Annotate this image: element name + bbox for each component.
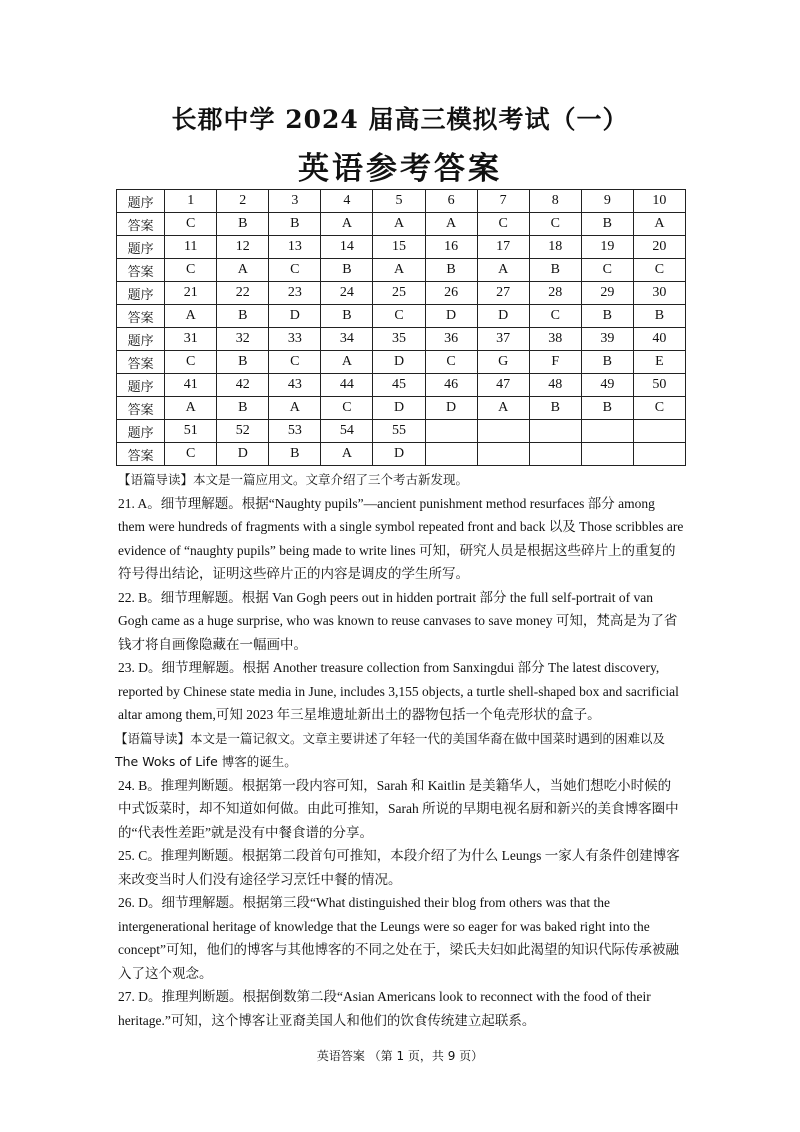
answer-cell: 19 [581,236,633,259]
answer-cell: B [321,305,373,328]
answer-cell: C [425,351,477,374]
answer-cell: 1 [165,190,217,213]
answer-cell: 55 [373,420,425,443]
answer-table-row [117,213,686,236]
answer-cell [581,443,633,466]
answer-cell: C [529,305,581,328]
explanation-q24: 24. B。推理判断题。根据第一段内容可知，Sarah 和 Kaitlin 是美籍华人，当她们想吃小时候的中式饭菜时，却不知道如何做。由此可推知，Sarah 所说的早期电视名厨和新兴的美食博客圈中的“代表性差距”就是没有中餐食谱的分享。 [118,777,679,840]
answer-cell: C [529,213,581,236]
explanation-q25: 25. C。推理判断题。根据第二段首句可推知，本段介绍了为什么 Leungs 一家人有条件创建博客来改变当时人们没有途径学习烹饪中餐的情况。 [118,848,680,887]
row-label: 答案 [117,213,165,236]
answer-cell: 39 [581,328,633,351]
answer-cell: A [425,213,477,236]
answer-cell: A [217,259,269,282]
answer-cell [477,443,529,466]
explanation-q23: 23. D。细节理解题。根据 Another treasure collection from Sanxingdui 部分 The latest discovery, reported by Chinese state media in June, includes 3,155 objects, a turtle shell-shaped box and sacrificial altar among them,可知 2023 年三星堆遗址新出土的器物包括一个龟壳形状的盒子。 [118,660,679,722]
answer-table-row [117,190,686,213]
answer-cell: B [321,259,373,282]
answer-cell: 13 [269,236,321,259]
answer-cell: 51 [165,420,217,443]
answer-cell: B [269,213,321,236]
answer-cell: D [425,397,477,420]
answer-cell: D [269,305,321,328]
answer-cell: C [269,351,321,374]
answer-table-row [117,443,686,466]
answer-cell: G [477,351,529,374]
answer-cell: B [581,351,633,374]
row-label: 题序 [117,374,165,397]
answer-cell: 42 [217,374,269,397]
answer-cell: 18 [529,236,581,259]
answer-cell: 17 [477,236,529,259]
answer-cell: C [633,259,685,282]
answer-cell: 20 [633,236,685,259]
answer-cell: 28 [529,282,581,305]
answer-table-row [117,374,686,397]
answer-cell: 3 [269,190,321,213]
answer-cell: 27 [477,282,529,305]
answer-cell: 47 [477,374,529,397]
answer-cell: B [217,305,269,328]
answer-table-row [117,328,686,351]
row-label: 答案 [117,443,165,466]
answer-cell: 12 [217,236,269,259]
answer-cell [633,420,685,443]
answer-cell [529,443,581,466]
answer-cell [581,420,633,443]
row-label: 答案 [117,351,165,374]
answer-cell: A [321,213,373,236]
exam-title: 长郡中学 2024 届高三模拟考试（一） [171,105,629,134]
answer-cell: 8 [529,190,581,213]
answer-cell: A [165,305,217,328]
answer-cell [425,420,477,443]
answer-cell: D [477,305,529,328]
answer-cell: 14 [321,236,373,259]
answer-cell: B [581,397,633,420]
answer-cell: 36 [425,328,477,351]
answer-cell: 38 [529,328,581,351]
answer-cell [529,420,581,443]
answer-cell: E [633,351,685,374]
passage-guide-2: 【语篇导读】本文是一篇记叙文。文章主要讲述了年轻一代的美国华裔在做中国菜时遇到的困难以及 The Woks of Life 博客的诞生。 [115,730,666,769]
answer-cell: 16 [425,236,477,259]
row-label: 题序 [117,190,165,213]
answer-cell: 44 [321,374,373,397]
answer-cell [633,443,685,466]
answer-cell: 22 [217,282,269,305]
answer-cell: 49 [581,374,633,397]
answer-cell: B [581,213,633,236]
answer-cell: C [165,351,217,374]
answer-cell: D [217,443,269,466]
answer-table-row [117,236,686,259]
explanations [115,468,684,1032]
answer-cell: C [165,259,217,282]
answer-cell: C [633,397,685,420]
answer-cell: A [269,397,321,420]
answer-cell: C [321,397,373,420]
answer-cell: 32 [217,328,269,351]
answer-cell: 11 [165,236,217,259]
answer-cell: 21 [165,282,217,305]
answer-cell: 41 [165,374,217,397]
answer-cell: A [321,443,373,466]
explanation-q27: 27. D。推理判断题。根据倒数第二段“Asian Americans look to reconnect with the food of their heritage.”可知，这个博客让亚裔美国人和他们的饮食传统建立起联系。 [118,989,651,1028]
row-label: 题序 [117,282,165,305]
answer-cell: D [373,397,425,420]
answer-cell: 25 [373,282,425,305]
answer-cell: C [477,213,529,236]
explanation-q22: 22. B。细节理解题。根据 Van Gogh peers out in hidden portrait 部分 the full self-portrait of van Gogh came as a huge surprise, who was known to reuse canvases to save money 可知，梵高是为了省钱才将自画像隐藏在一幅画中。 [118,589,678,652]
answer-cell: 5 [373,190,425,213]
answer-table-row [117,259,686,282]
answer-cell: B [425,259,477,282]
answer-cell: 31 [165,328,217,351]
answer-cell: C [373,305,425,328]
answer-cell: A [633,213,685,236]
answer-cell: 24 [321,282,373,305]
answer-cell: 54 [321,420,373,443]
row-label: 答案 [117,259,165,282]
answer-cell: 15 [373,236,425,259]
answer-cell: D [373,351,425,374]
row-label: 题序 [117,420,165,443]
answer-cell: 2 [217,190,269,213]
answer-cell: B [633,305,685,328]
row-label: 答案 [117,397,165,420]
answer-cell: A [165,397,217,420]
answer-cell: 9 [581,190,633,213]
answer-cell: B [269,443,321,466]
answer-cell: B [217,397,269,420]
answer-cell: 7 [477,190,529,213]
answer-cell: B [581,305,633,328]
answer-cell: D [373,443,425,466]
passage-guide-1: 【语篇导读】本文是一篇应用文。文章介绍了三个考古新发现。 [118,472,469,487]
answer-cell: A [477,259,529,282]
answer-cell: C [581,259,633,282]
answer-cell [425,443,477,466]
answer-cell: 50 [633,374,685,397]
answer-cell: 53 [269,420,321,443]
answer-cell: A [321,351,373,374]
answer-table-row [117,305,686,328]
document-subtitle: 英语参考答案 [298,151,502,187]
answer-cell: 35 [373,328,425,351]
answer-cell: B [217,213,269,236]
row-label: 题序 [117,328,165,351]
answer-cell: F [529,351,581,374]
answer-cell: 52 [217,420,269,443]
answer-cell: 33 [269,328,321,351]
page-footer: 英语答案 （第 1 页，共 9 页） [316,1049,484,1063]
answer-cell: 45 [373,374,425,397]
answer-table [116,189,686,466]
answer-cell: 34 [321,328,373,351]
answer-cell: 40 [633,328,685,351]
answer-table-row [117,351,686,374]
answer-cell: 10 [633,190,685,213]
answer-cell: 26 [425,282,477,305]
answer-cell: 23 [269,282,321,305]
answer-cell: C [165,213,217,236]
answer-cell: A [477,397,529,420]
answer-cell: D [425,305,477,328]
answer-cell: 30 [633,282,685,305]
answer-cell: B [529,397,581,420]
explanation-q26: 26. D。细节理解题。根据第三段“What distinguished their blog from others was that the intergenerational heritage of knowledge that the Leungs were so eager for was baked right into the concept”可知，他们的博客与其他博客的不同之处在于，梁氏夫妇如此渴望的知识代际传承被融入了这个观念。 [118,895,679,981]
answer-cell: 6 [425,190,477,213]
answer-table-row [117,397,686,420]
answer-cell: A [373,259,425,282]
answer-cell: 37 [477,328,529,351]
answer-cell: 46 [425,374,477,397]
answer-cell: B [529,259,581,282]
explanation-q21: 21. A。细节理解题。根据“Naughty pupils”—ancient punishment method resurfaces 部分 among them were hundreds of fragments with a single symbol repeated front and back 以及 Those scribbles are evidence of “naughty pupils” being made to write lines 可知，研究人员是根据这些碎片上的重复的符号得出结论，证明这些碎片正的内容是调皮的学生所写。 [118,495,684,581]
answer-cell: C [269,259,321,282]
answer-table-row [117,282,686,305]
answer-cell: B [217,351,269,374]
answer-cell [477,420,529,443]
row-label: 题序 [117,236,165,259]
answer-cell: 29 [581,282,633,305]
answer-cell: 4 [321,190,373,213]
answer-cell: C [165,443,217,466]
answer-cell: 48 [529,374,581,397]
row-label: 答案 [117,305,165,328]
answer-cell: 43 [269,374,321,397]
answer-cell: A [373,213,425,236]
answer-table-row [117,420,686,443]
